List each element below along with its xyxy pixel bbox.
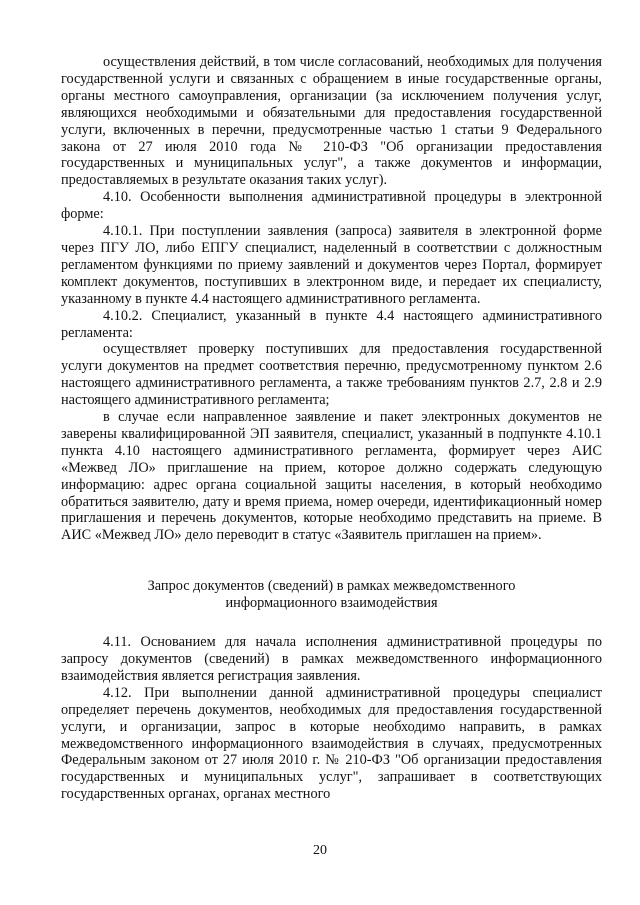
section-heading-line: Запрос документов (сведений) в рамках межведомственного [147, 578, 516, 595]
section-heading [61, 578, 602, 612]
paragraph: 4.10.2. Специалист, указанный в пункте 4.4 настоящего административного регламента: [61, 307, 602, 341]
paragraph: 4.10. Особенности выполнения административной процедуры в электронной форме: [61, 189, 602, 223]
paragraph: 4.12. При выполнении данной административной процедуры специалист определяет перечень документов, необходимых для предоставления государственной услуги, и организации, запрос в которые необходимо направить, в рамках межведомственного информационного взаимодействия в случаях, предусмотренных Федеральным законом от 27 июля 2010 г. № 210-ФЗ "Об организации предоставления государственных и муниципальных услуг", запрашивает в соответствующих государственных органах, органах местного [61, 684, 602, 803]
page-number: 20 [313, 843, 327, 858]
top-section [61, 54, 602, 544]
paragraph: осуществления действий, в том числе согласований, необходимых для получения государственной услуги и связанных с обращением в иные государственные органы, органы местного самоуправления, организации (за исключением получения услуг, являющихся необходимыми и обязательными для предоставления государственной услуги, включенных в перечни, предусмотренные частью 1 статьи 9 Федерального закона от 27 июля 2010 года № 210-ФЗ "Об организации предоставления государственных и муниципальных услуг", а также документов и информации, предоставляемых в результате оказания таких услуг). [61, 54, 602, 189]
paragraph: в случае если направленное заявление и пакет электронных документов не заверены квалифицированной ЭП заявителя, специалист, указанный в подпункте 4.10.1 пункта 4.10 настоящего административного регламента, формирует через АИС «Межвед ЛО» приглашение на прием, которое должно содержать следующую информацию: адрес органа социальной защиты населения, в который необходимо обратиться заявителю, дату и время приема, номер очереди, идентификационный номер приглашения и перечень документов, которые необходимо представить на приеме. В АИС «Межвед ЛО» дело переводит в статус «Заявитель приглашен на прием». [61, 409, 602, 544]
paragraph: 4.10.1. При поступлении заявления (запроса) заявителя в электронной форме через ПГУ ЛО, либо ЕПГУ специалист, наделенный в соответствии с должностным регламентом функциями по приему заявлений и документов через Портал, формирует комплект документов, поступивших в электронном виде, и передает их специалисту, указанному в пункте 4.4 настоящего административного регламента. [61, 223, 602, 307]
document-page [61, 54, 602, 803]
paragraph: осуществляет проверку поступивших для предоставления государственной услуги документов на предмет соответствия перечню, предусмотренному пунктом 2.6 настоящего административного регламента, а также требованиям пунктов 2.7, 2.8 и 2.9 настоящего административного регламента; [61, 341, 602, 409]
section-heading-line: информационного взаимодействия [225, 595, 438, 612]
bottom-section [61, 634, 602, 803]
paragraph: 4.11. Основанием для начала исполнения административной процедуры по запросу документов (сведений) в рамках межведомственного информационного взаимодействия является регистрация заявления. [61, 634, 602, 684]
